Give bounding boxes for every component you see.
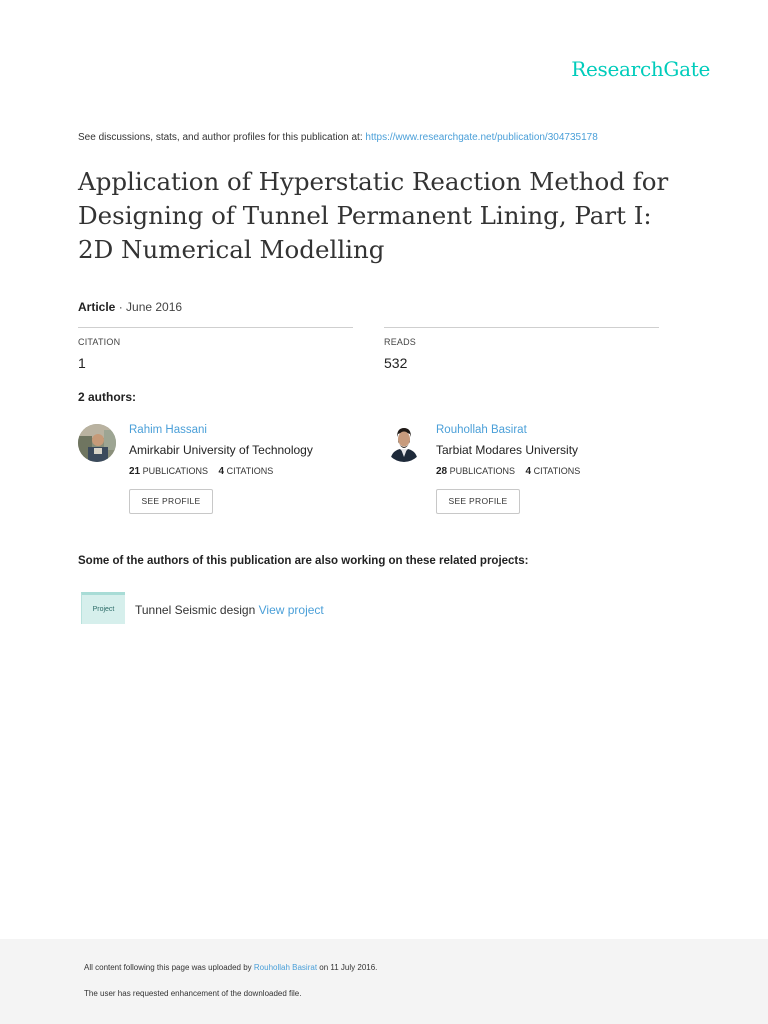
title-line: 2D Numerical Modelling [78, 235, 385, 264]
source-prefix: See discussions, stats, and author profiles for this publication at: [78, 132, 366, 143]
author-name-link[interactable]: Rahim Hassani [129, 424, 207, 436]
publications-label: PUBLICATIONS [142, 466, 208, 476]
meta-separator: · [115, 300, 127, 314]
publications-count: 28 [436, 466, 448, 477]
author-avatar[interactable] [78, 424, 116, 462]
project-name: Tunnel Seismic design [135, 603, 256, 617]
citation-value: 1 [78, 355, 86, 371]
project-text [135, 603, 324, 617]
publication-meta [78, 300, 182, 314]
related-projects-heading: Some of the authors of this publication are also working on these related projects: [78, 555, 529, 567]
project-thumbnail[interactable]: Project [81, 592, 125, 624]
citations-count: 4 [218, 466, 225, 477]
upload-info [84, 963, 377, 972]
enhancement-note: The user has requested enhancement of the downloaded file. [84, 989, 302, 998]
author-institution: Amirkabir University of Technology [129, 443, 313, 457]
uploader-link[interactable]: Rouhollah Basirat [253, 963, 318, 972]
author-avatar[interactable] [385, 424, 423, 462]
author-stats [436, 466, 651, 477]
publications-count: 21 [129, 466, 141, 477]
citation-label: CITATION [78, 337, 121, 347]
author-stats [129, 466, 344, 477]
view-project-link[interactable]: View project [258, 603, 324, 617]
reads-stat [384, 327, 659, 371]
publication-title [78, 165, 718, 267]
author-name-link[interactable]: Rouhollah Basirat [436, 424, 527, 436]
title-line: Designing of Tunnel Permanent Lining, Part I: [78, 201, 652, 230]
researchgate-logo[interactable]: ResearchGate [571, 57, 710, 81]
upload-suffix: on 11 July 2016. [317, 963, 378, 972]
citation-stat [78, 327, 353, 371]
citations-label: CITATIONS [226, 466, 274, 476]
publication-date: June 2016 [126, 300, 183, 314]
title-line: Application of Hyperstatic Reaction Method for [78, 167, 669, 196]
authors-heading: 2 authors: [78, 390, 137, 404]
see-profile-button[interactable]: SEE PROFILE [129, 489, 213, 514]
footer [0, 939, 768, 1024]
citations-label: CITATIONS [533, 466, 581, 476]
reads-value: 532 [384, 355, 408, 371]
publication-type: Article [78, 300, 116, 314]
publications-label: PUBLICATIONS [449, 466, 515, 476]
author-institution: Tarbiat Modares University [436, 443, 579, 457]
source-line [78, 132, 598, 143]
citations-count: 4 [525, 466, 532, 477]
reads-label: READS [384, 337, 417, 347]
publication-url-link[interactable]: https://www.researchgate.net/publication/304735178 [365, 132, 598, 143]
see-profile-button[interactable]: SEE PROFILE [436, 489, 520, 514]
upload-prefix: All content following this page was uploaded by [84, 963, 254, 972]
